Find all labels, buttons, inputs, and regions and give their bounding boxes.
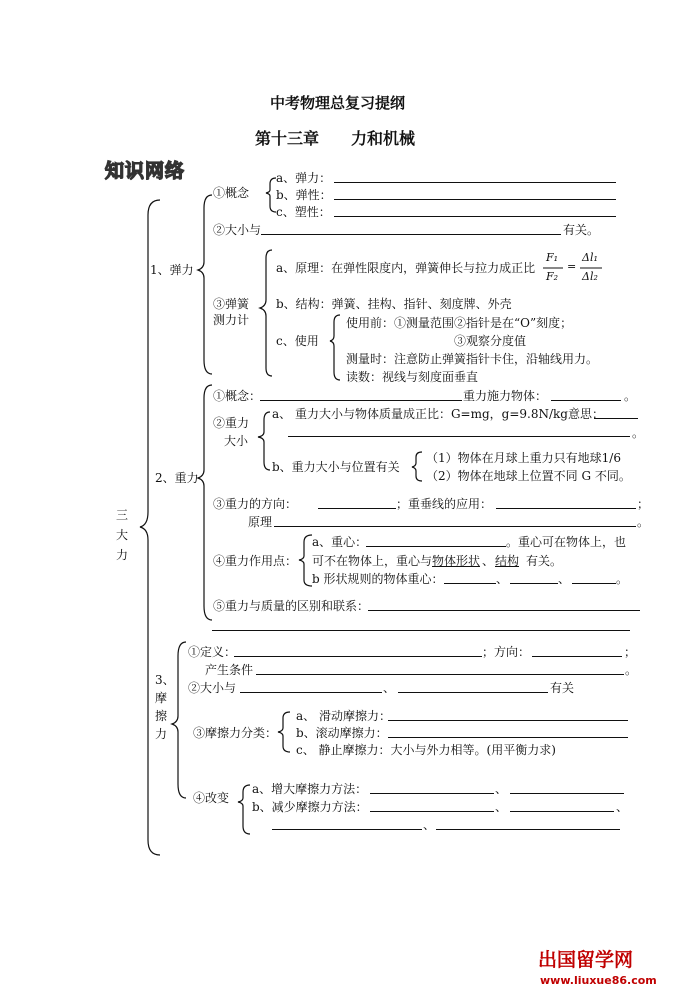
friction-type-rolling: b、滚动摩擦力： xyxy=(296,726,388,740)
page-title: 中考物理总复习提纲 xyxy=(270,94,406,112)
blank-line xyxy=(240,692,382,693)
gravity-direction-label: ③重力的方向： xyxy=(213,497,298,511)
root-label-2: 大 xyxy=(116,528,129,542)
friction-magnitude-sep: 、 xyxy=(383,681,396,695)
blank-line xyxy=(272,829,422,830)
blank-line xyxy=(234,656,482,657)
formula-eq: = xyxy=(567,260,577,273)
formula-dl1: Δl₁ xyxy=(582,251,598,264)
brace-root xyxy=(140,200,160,855)
brace-friction-types xyxy=(278,712,290,752)
friction-type-sliding: a、 滑动摩擦力： xyxy=(296,709,391,723)
gravity-direction-app: ；重垂线的应用： xyxy=(396,497,493,511)
gravity-point-b-sep2: 、 xyxy=(558,572,571,586)
blank-line xyxy=(261,234,561,235)
gravity-magnitude-b: b、重力大小与位置有关 xyxy=(272,460,400,474)
blank-line xyxy=(510,793,624,794)
brace-gravity-point xyxy=(299,535,312,586)
spring-scale-before-use: 使用前：①测量范围②指针是在“O”刻度； xyxy=(346,316,573,330)
blank-line xyxy=(334,182,616,183)
friction-condition: 产生条件 xyxy=(205,663,254,677)
blank-line xyxy=(288,436,630,437)
chapter-title: 第十三章 力和机械 xyxy=(255,129,416,148)
blank-line xyxy=(510,811,614,812)
formula-dl2: Δl₂ xyxy=(582,270,598,283)
gravity-magnitude-label-2: 大小 xyxy=(224,434,249,448)
formula-f1: F₁ xyxy=(546,251,559,264)
elastic-concept-c: c、塑性： xyxy=(276,205,331,219)
blank-line xyxy=(398,692,548,693)
spring-scale-measuring: 测量时：注意防止弹簧指针卡住，沿轴线用力。 xyxy=(346,352,599,366)
friction-change-sep: 、 xyxy=(495,800,508,814)
friction-change-a: a、增大摩擦力方法： xyxy=(252,782,368,796)
gravity-point-related: 有关。 xyxy=(526,554,563,568)
blank-line xyxy=(370,793,494,794)
elastic-magnitude-prefix: ②大小与 xyxy=(213,223,262,237)
formula-f2: F₂ xyxy=(546,270,559,283)
friction-label-1: 3、 xyxy=(155,673,175,687)
gravity-diff-label: ⑤重力与质量的区别和联系： xyxy=(213,599,370,613)
friction-change-sep: 、 xyxy=(616,800,629,814)
friction-magnitude-label: ②大小与 xyxy=(188,681,237,695)
gravity-point-label: ④重力作用点： xyxy=(213,554,298,568)
gravity-direction-end: 。 xyxy=(637,515,650,529)
brace-gravity-position xyxy=(412,452,422,481)
gravity-point-a-suffix: 。重心可在物体上，也 xyxy=(506,535,627,549)
friction-definition-end: 。 xyxy=(625,663,638,677)
knowledge-network-badge: 知识网络 xyxy=(105,160,186,182)
blank-line xyxy=(256,674,624,675)
gravity-point-shape: 物体形状 xyxy=(432,554,481,568)
spring-scale-label-1: ③弹簧 xyxy=(213,297,250,311)
elastic-magnitude-suffix: 有关。 xyxy=(563,223,600,237)
brace-friction xyxy=(172,642,186,798)
friction-magnitude-suffix: 有关 xyxy=(550,681,575,695)
friction-change-sep: 、 xyxy=(423,818,436,832)
brace-elastic-concept xyxy=(266,178,276,212)
elastic-concept-a: a、弹力： xyxy=(276,171,332,185)
gravity-magnitude-b2: （2）物体在地球上位置不同 G 不同。 xyxy=(426,469,631,483)
blank-line xyxy=(368,610,640,611)
watermark-brand: 出国留学网 xyxy=(538,949,634,971)
gravity-direction-principle: 原理 xyxy=(248,515,273,529)
elastic-label: 1、弹力 xyxy=(150,263,194,277)
blank-line xyxy=(532,656,622,657)
watermark-url: www.liuxue86.com xyxy=(540,974,657,987)
blank-line xyxy=(444,583,496,584)
brace-elastic xyxy=(198,195,212,374)
gravity-magnitude-label-1: ②重力 xyxy=(213,416,250,430)
spring-scale-structure: b、结构：弹簧、挂构、指针、刻度牌、外壳 xyxy=(276,297,512,311)
gravity-magnitude-a: a、 重力大小与物体质量成正比：G=mg，g=9.8N/kg意思： xyxy=(272,407,604,421)
root-label-1: 三 xyxy=(116,508,129,522)
gravity-point-sep: 、 xyxy=(482,554,495,568)
gravity-point-b-sep1: 、 xyxy=(496,572,509,586)
friction-label-2: 摩 xyxy=(155,691,168,705)
blank-line xyxy=(388,720,628,721)
spring-scale-before-use-2: ③观察分度值 xyxy=(454,334,527,348)
friction-change-label: ④改变 xyxy=(193,791,230,805)
elastic-concept-b: b、弹性： xyxy=(276,188,332,202)
blank-line xyxy=(594,418,638,419)
blank-line xyxy=(510,583,558,584)
friction-types-label: ③摩擦力分类： xyxy=(193,726,278,740)
gravity-point-a-line2: 可不在物体上，重心与 xyxy=(312,554,433,568)
blank-line xyxy=(260,400,462,401)
blank-line xyxy=(334,199,616,200)
gravity-point-a: a、重心： xyxy=(312,535,368,549)
gravity-magnitude-a-end: 。 xyxy=(632,426,645,440)
gravity-concept-end: 。 xyxy=(624,389,637,403)
friction-change-sep: 、 xyxy=(495,782,508,796)
blank-line xyxy=(318,508,396,509)
gravity-concept-suffix: 重力施力物体： xyxy=(463,389,548,403)
gravity-point-b-end: 。 xyxy=(616,572,629,586)
blank-line xyxy=(496,508,636,509)
brace-gravity xyxy=(198,385,212,620)
gravity-point-structure: 结构 xyxy=(495,554,520,568)
brace-use xyxy=(330,315,340,380)
friction-definition-sep: ； xyxy=(624,645,637,659)
friction-definition-label: ①定义： xyxy=(188,645,237,659)
brace-spring-scale xyxy=(260,250,272,376)
spring-scale-principle: a、原理：在弹性限度内，弹簧伸长与拉力成正比 xyxy=(276,261,536,275)
blank-line xyxy=(572,583,616,584)
blank-line xyxy=(370,811,494,812)
spring-scale-use-label: c、使用 xyxy=(276,334,319,348)
blank-line xyxy=(274,526,636,527)
spring-scale-label-2: 测力计 xyxy=(213,313,250,327)
friction-type-static: c、 静止摩擦力：大小与外力相等。(用平衡力求) xyxy=(296,743,556,757)
friction-label-4: 力 xyxy=(155,727,168,741)
blank-line xyxy=(212,630,630,631)
gravity-point-b: b 形状规则的物体重心： xyxy=(312,572,444,586)
spring-scale-reading: 读数：视线与刻度面垂直 xyxy=(346,370,479,384)
gravity-direction-sep: ； xyxy=(637,497,650,511)
brace-gravity-magnitude xyxy=(258,412,270,470)
friction-label-3: 擦 xyxy=(155,709,168,723)
blank-line xyxy=(388,737,628,738)
gravity-magnitude-b1: （1）物体在月球上重力只有地球1/6 xyxy=(426,451,621,465)
blank-line xyxy=(436,829,620,830)
blank-line xyxy=(551,400,621,401)
elastic-concept-label: ①概念 xyxy=(213,186,250,200)
blank-line xyxy=(366,546,506,547)
friction-direction: ；方向： xyxy=(482,645,531,659)
friction-change-b: b、减少摩擦力方法： xyxy=(252,800,368,814)
brace-friction-change xyxy=(238,785,250,834)
blank-line xyxy=(334,216,616,217)
gravity-label: 2、重力 xyxy=(155,471,199,485)
gravity-concept-label: ①概念： xyxy=(213,389,262,403)
root-label-3: 力 xyxy=(116,548,129,562)
